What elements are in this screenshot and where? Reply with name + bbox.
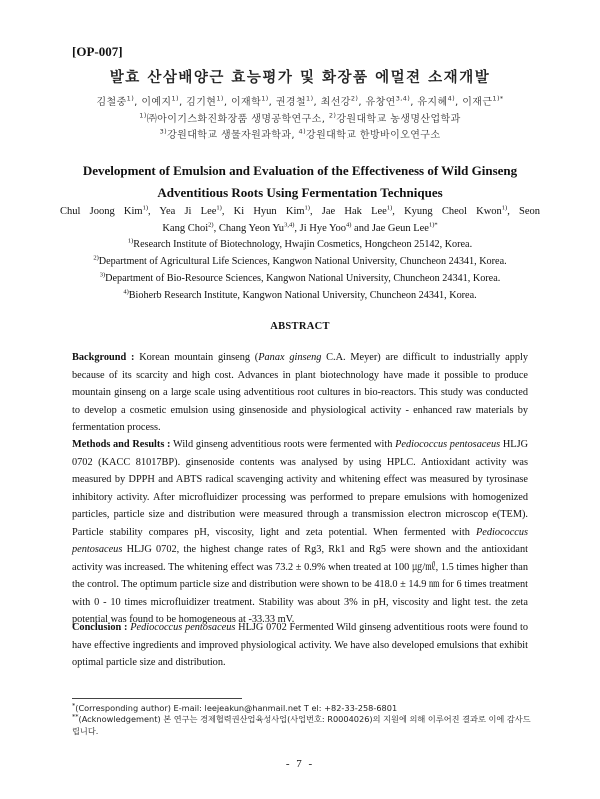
english-title-line2: Adventitious Roots Using Fermentation Techniques: [157, 185, 443, 200]
conclusion-label: Conclusion :: [72, 622, 128, 633]
korean-author-name: 김기현: [186, 97, 217, 108]
affiliation-1: [60, 239, 540, 250]
background-text-b: C.A. Meyer) are difficult to industrially apply because of its scarcity and high cost. Advances in plant biotechnology have made it possible to produce mountain ginseng on a large scale using adventitious root cultures in bio-reactors. This study was conducted to develop a cosmetic emulsion using ginsenoside and physiological activity - enhanced raw materials by fermentation process.: [72, 352, 528, 433]
korean-author-affiliation-mark: 1): [126, 94, 135, 103]
korean-author-name: 이재학: [231, 97, 262, 108]
korean-author-affiliation-mark: 1)*: [492, 94, 504, 103]
english-author-affiliation-mark: 2): [208, 221, 214, 229]
korean-author-name: 최선강: [320, 97, 351, 108]
english-author-affiliation-mark: 1): [501, 204, 508, 212]
korean-affiliation-text: ㈜아이기스화진화장품 생명공학연구소,: [146, 114, 329, 125]
affiliation-2-mark: 2): [93, 254, 99, 262]
affiliation-4-mark: 4): [123, 288, 129, 296]
affiliation-4: [60, 290, 540, 301]
conclusion-text: HLJG 0702 Fermented Wild ginseng adventitious roots were found to have effective ingredients and improved physiological activity. We have also developed emulsions that exhibit optimal particle size and distribution.: [72, 622, 529, 668]
background-species: Panax ginseng: [258, 352, 322, 363]
korean-author-affiliation-mark: 3,4): [395, 94, 411, 103]
korean-author-affiliation-mark: 1): [171, 94, 179, 103]
english-author-affiliation-mark: 1)*: [428, 221, 438, 229]
korean-affiliation-text: 강원대학교 한방바이오연구소: [306, 130, 441, 141]
footnote-divider: [72, 698, 242, 699]
footnote-acknowledgement: [72, 713, 532, 737]
english-author-name: Yea Ji Lee: [159, 206, 217, 217]
methods-text-a: Wild ginseng adventitious roots were fermented with: [170, 439, 396, 450]
english-author-name: Ji Hye Yoo: [299, 223, 346, 234]
english-author-name: Kang Choi: [162, 223, 209, 234]
english-authors-line2: Kang Choi$^{2)}$, Chang Yeon Yu$^{3,4)}$, Ji Hye Yoo$^{4)}$ and Jae Geun Lee$^{1)*}$: [162, 221, 438, 234]
background-text-a: Korean mountain ginseng (: [134, 352, 259, 363]
affiliation-4-text: Bioherb Research Institute, Kangwon National University, Chuncheon 24341, Korea.: [128, 290, 477, 301]
methods-label: Methods and Results :: [72, 439, 171, 450]
abstract-methods-results: [72, 436, 528, 629]
korean-affiliation-text: 강원대학교 농생명산업학과: [336, 114, 461, 125]
abstract-conclusion: [72, 619, 528, 672]
korean-affiliation-mark: 2): [328, 111, 337, 120]
korean-affiliations-line2: [60, 126, 540, 141]
korean-title: 발효 산삼배양근 효능평가 및 화장품 에멀젼 소재개발: [109, 70, 491, 86]
methods-species-a: Pediococcus pentosaceus: [395, 439, 501, 450]
footnote-ack-mark: **: [72, 712, 79, 721]
affiliation-3: [20, 273, 580, 284]
english-author-affiliation-mark: 1): [142, 204, 148, 212]
korean-author-affiliation-mark: 1): [306, 94, 314, 103]
affiliation-1-mark: 1): [127, 237, 134, 245]
background-label: Background :: [72, 352, 135, 363]
english-author-name: Seon: [519, 206, 541, 217]
korean-author-affiliation-mark: 2): [350, 94, 359, 103]
footnote-ack-text: (Acknowledgement) 본 연구는 경제협력권산업육성사업(사업번호: R0004026)의 지원에 의해 이루어진 결과로 이에 감사드립니다.: [72, 714, 531, 736]
korean-affiliations-line1: [60, 110, 540, 125]
korean-author-affiliation-mark: 1): [261, 94, 269, 103]
korean-author-name: 권경철: [275, 97, 307, 108]
english-author-affiliation-mark: 3,4): [284, 221, 295, 229]
footnote-corresponding-mark: *: [72, 701, 76, 710]
korean-affiliation-mark: 1): [139, 111, 147, 120]
english-author-affiliation-mark: 1): [304, 204, 310, 212]
korean-author-name: 이재근: [462, 97, 493, 108]
page-number: - 7 -: [285, 758, 315, 770]
affiliation-3-mark: 3): [99, 271, 106, 279]
korean-author-name: 유창연: [365, 97, 396, 108]
english-title: [60, 160, 540, 204]
methods-text-b: HLJG 0702 (KACC 81017BP). ginsenoside contents was analysed by using HPLC. Antioxidant activity was measured by DPPH and ABTS radical scavenging activity and whitening effect was measured by tyrosinase inhibitory activity. After microfluidizer processing was performed to prepare emulsions with homogenized particles, particle size and distribution were measured through a transmission electron microscop e(TEM). Particle stability compares pH, viscosity, light and zeta potential. When fermented with: [72, 439, 529, 538]
affiliation-3-text: Department of Bio-Resource Sciences, Kangwon National University, Chuncheon 24341, Korea.: [105, 273, 501, 284]
english-author-affiliation-mark: 4): [346, 221, 352, 229]
english-author-name: and Jae Geun Lee: [354, 223, 429, 234]
english-author-name: Kyung Cheol Kwon: [404, 206, 502, 217]
english-authors-line1: Chul Joong Kim$^{1)}$, Yea Ji Lee$^{1)}$, Ki Hyun Kim$^{1)}$, Jae Hak Lee$^{1)}$, Kyung Cheol Kwon$^{1)}$, Seon: [60, 204, 541, 217]
korean-affiliation-mark: 3): [159, 127, 168, 136]
methods-text-c: HLJG 0702, the highest change rates of Rg3, Rk1 and Rg5 were shown and the antioxidant activity was increased. The whitening effect was 73.2 ± 0.9% when treated at 100 ㎍/㎖, 1.5 times higher than the control. The optimum particle size and distribution were shown to be 418.0 ± 14.9 ㎚ for 6 times treatment with 0 - 10 times microfluidizer treatment. Stability was about 3% in pH, viscosity and light test. the zeta potential was found to be homogeneous at -33.33 mV.: [72, 544, 528, 625]
english-author-affiliation-mark: 1): [216, 204, 222, 212]
english-author-affiliation-mark: 1): [386, 204, 393, 212]
english-author-name: Chul Joong Kim: [60, 206, 143, 217]
korean-author-affiliation-mark: 1): [216, 94, 224, 103]
affiliation-2: [20, 256, 580, 267]
korean-author-name: 김철중: [96, 97, 127, 108]
english-author-name: Jae Hak Lee: [321, 206, 387, 217]
affiliation-1-text: Research Institute of Biotechnology, Hwajin Cosmetics, Hongcheon 25142, Korea.: [133, 239, 473, 250]
korean-affiliation-mark: 4): [298, 127, 307, 136]
korean-affiliation-text: 강원대학교 생물자원과학과,: [167, 130, 299, 141]
abstract-heading: ABSTRACT: [270, 321, 330, 332]
english-authors: [60, 203, 540, 237]
english-author-name: Ki Hyun Kim: [233, 206, 305, 217]
english-title-line1: Development of Emulsion and Evaluation of the Effectiveness of Wild Ginseng: [82, 163, 518, 178]
korean-author-name: 이예지: [141, 97, 172, 108]
affiliation-2-text: Department of Agricultural Life Sciences, Kangwon National University, Chuncheon 24341, Korea.: [98, 256, 507, 267]
english-author-name: Chang Yeon Yu: [218, 223, 285, 234]
korean-author-affiliation-mark: 4): [447, 94, 456, 103]
korean-author-name: 유지혜: [417, 97, 448, 108]
korean-authors: 김철중$^{1)}$, 이예지$^{1)}$, 김기현$^{1)}$, 이재학$^{1)}$, 권경철$^{1)}$, 최선강$^{2)}$, 유창연$^{3,4)}$, 유지혜$^{4)}$, 이재근$^{1)*}$: [96, 94, 504, 108]
methods-species-b: Pediococcus pentosaceus: [72, 526, 528, 555]
footnote-corresponding-text: (Corresponding author) E-mail: leejeakun@hanmail.net T el: +82-33-258-6801: [75, 703, 398, 713]
paper-code: [OP-007]: [72, 44, 123, 59]
conclusion-species: Pediococcus pentosaceus: [130, 622, 236, 633]
abstract-background: [72, 349, 528, 437]
